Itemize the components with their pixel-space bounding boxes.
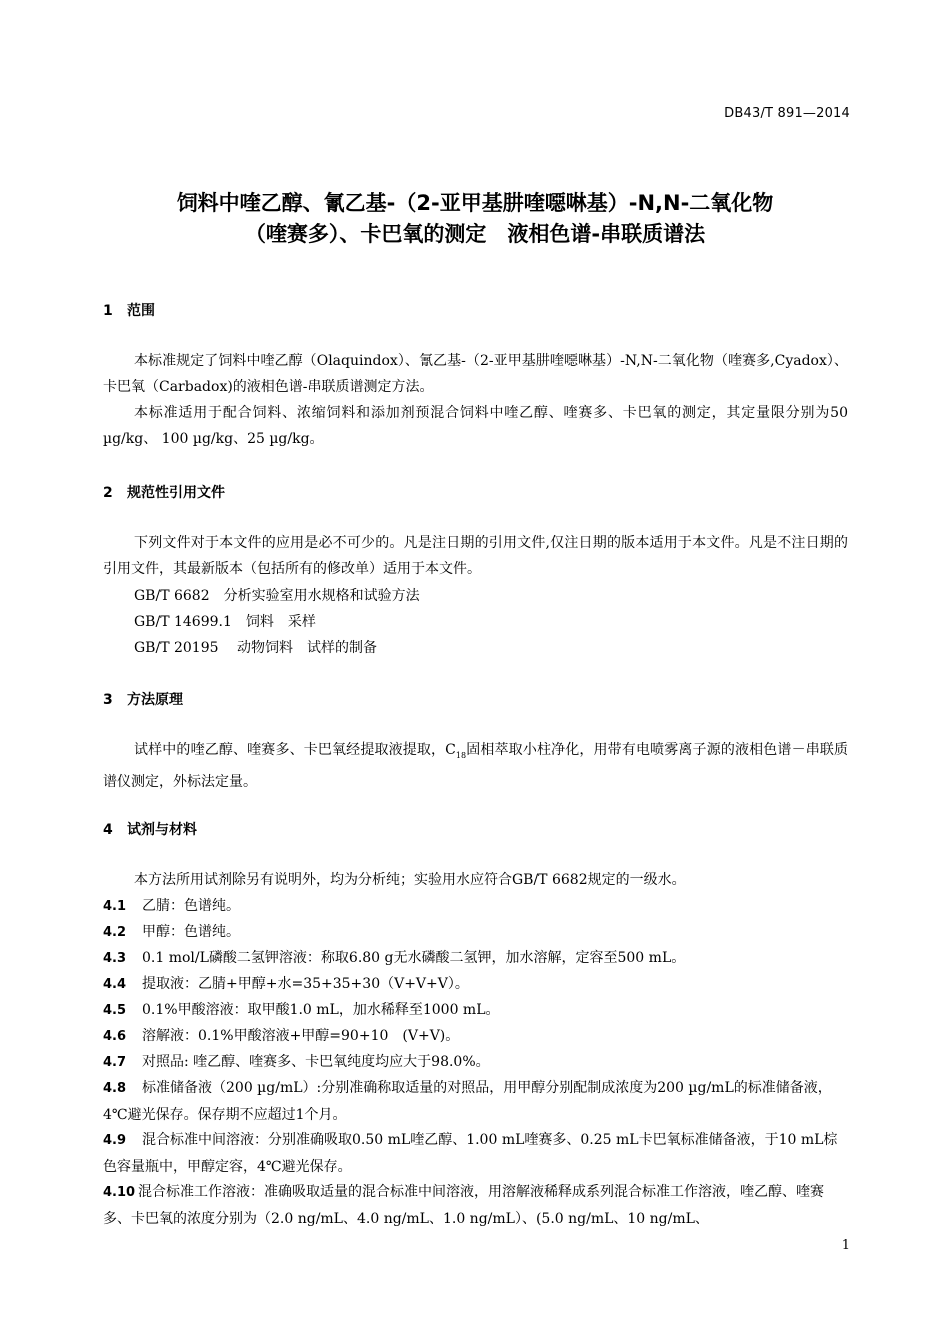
- section-2-heading: [103, 482, 225, 502]
- section-2-paragraph-1: 下列文件对于本文件的应用是必不可少的。凡是注日期的引用文件,仅注日期的版本适用于本文件。凡是不注日期的引用文件，其最新版本（包括所有的修改单）适用于本文件。: [103, 535, 848, 577]
- document-code: DB43/T 891—2014: [724, 106, 850, 121]
- item-number: 4.6: [103, 1029, 127, 1044]
- text-run: 固相萃取小柱净化，用带有电喷雾离子源的液相色谱－串联质谱仪测定，外标法定量。: [103, 742, 849, 790]
- item-text: 标准储备液（200 µg/mL）:分别准确称取适量的对照品，用甲醇分别配制成浓度为200 µg/mL的标准储备液，4℃避光保存。保存期不应超过1个月。: [103, 1080, 832, 1123]
- item-number: 4.3: [103, 951, 127, 966]
- list-item: [103, 945, 848, 972]
- page-number: 1: [841, 1238, 850, 1253]
- document-title: [60, 188, 890, 250]
- list-item: [103, 1179, 848, 1232]
- list-item: [103, 971, 848, 998]
- list-item: [103, 997, 848, 1024]
- item-text: 0.1 mol/L磷酸二氢钾溶液：称取6.80 g无水磷酸二氢钾，加水溶解，定容至500 mL。: [142, 950, 686, 966]
- list-item: [103, 919, 848, 946]
- list-item: [103, 1023, 848, 1050]
- item-text: 提取液：乙腈+甲醇+水=35+35+30（V+V+V）。: [142, 976, 469, 992]
- list-item: [103, 1049, 848, 1076]
- item-number: 4.10: [103, 1185, 136, 1200]
- section-number: 1: [103, 303, 113, 319]
- item-text: 对照品: 喹乙醇、喹赛多、卡巴氧纯度均应大于98.0%。: [142, 1054, 490, 1070]
- title-line-1: 饲料中喹乙醇、氰乙基-（2-亚甲基肼喹噁啉基）-N,N-二氧化物: [176, 191, 774, 215]
- item-number: 4.1: [103, 899, 127, 914]
- normative-reference: GB/T 6682 分析实验室用水规格和试验方法: [134, 588, 420, 604]
- section-3-paragraph-1: [103, 737, 848, 795]
- title-line-2: （喹赛多）、卡巴氧的测定 液相色谱-串联质谱法: [244, 222, 706, 246]
- section-3-heading: [103, 689, 183, 709]
- list-item: [103, 1127, 848, 1180]
- section-1-paragraph-2: 本标准适用于配合饲料、浓缩饲料和添加剂预混合饲料中喹乙醇、喹赛多、卡巴氧的测定，其定量限分别为50 µg/kg、 100 µg/kg、25 µg/kg。: [103, 405, 848, 447]
- item-number: 4.7: [103, 1055, 127, 1070]
- item-text: 溶解液：0.1%甲酸溶液+甲醇=90+10 (V+V)。: [142, 1028, 460, 1044]
- section-title: 范围: [127, 303, 155, 319]
- normative-reference: GB/T 20195 动物饲料 试样的制备: [134, 640, 377, 656]
- item-text: 0.1%甲酸溶液：取甲酸1.0 mL，加水稀释至1000 mL。: [142, 1002, 500, 1018]
- section-title: 试剂与材料: [127, 822, 197, 838]
- item-number: 4.9: [103, 1133, 127, 1148]
- item-number: 4.2: [103, 925, 127, 940]
- item-text: 混合标准工作溶液：准确吸取适量的混合标准中间溶液，用溶解液稀释成系列混合标准工作溶液，喹乙醇、喹赛多、卡巴氧的浓度分别为（2.0 ng/mL、4.0 ng/mL、1.0 ng/mL）、(5.0 ng/mL、10 ng/mL、: [103, 1184, 824, 1227]
- section-4-intro: 本方法所用试剂除另有说明外，均为分析纯；实验用水应符合GB/T 6682规定的一级水。: [134, 872, 686, 888]
- list-item: [103, 893, 848, 920]
- item-number: 4.5: [103, 1003, 127, 1018]
- text-run: 试样中的喹乙醇、喹赛多、卡巴氧经提取液提取，C: [134, 742, 456, 758]
- section-number: 4: [103, 822, 113, 838]
- subscript: 18: [455, 750, 467, 760]
- section-title: 规范性引用文件: [127, 485, 225, 501]
- item-number: 4.8: [103, 1081, 127, 1096]
- section-title: 方法原理: [127, 692, 183, 708]
- section-number: 2: [103, 485, 113, 501]
- item-text: 混合标准中间溶液：分别准确吸取0.50 mL喹乙醇、1.00 mL喹赛多、0.25 mL卡巴氧标准储备液，于10 mL棕色容量瓶中，甲醇定容，4℃避光保存。: [103, 1132, 838, 1175]
- section-1-heading: [103, 300, 155, 320]
- item-text: 乙腈：色谱纯。: [142, 898, 240, 914]
- section-4-heading: [103, 819, 197, 839]
- normative-reference: GB/T 14699.1 饲料 采样: [134, 614, 316, 630]
- item-text: 甲醇：色谱纯。: [142, 924, 240, 940]
- list-item: [103, 1075, 848, 1128]
- section-1-paragraph-1: 本标准规定了饲料中喹乙醇（Olaquindox）、氰乙基-（2-亚甲基肼喹噁啉基）-N,N-二氧化物（喹赛多,Cyadox）、卡巴氧（Carbadox)的液相色谱-串联质谱测定方法。: [103, 353, 848, 395]
- item-number: 4.4: [103, 977, 127, 992]
- section-number: 3: [103, 692, 113, 708]
